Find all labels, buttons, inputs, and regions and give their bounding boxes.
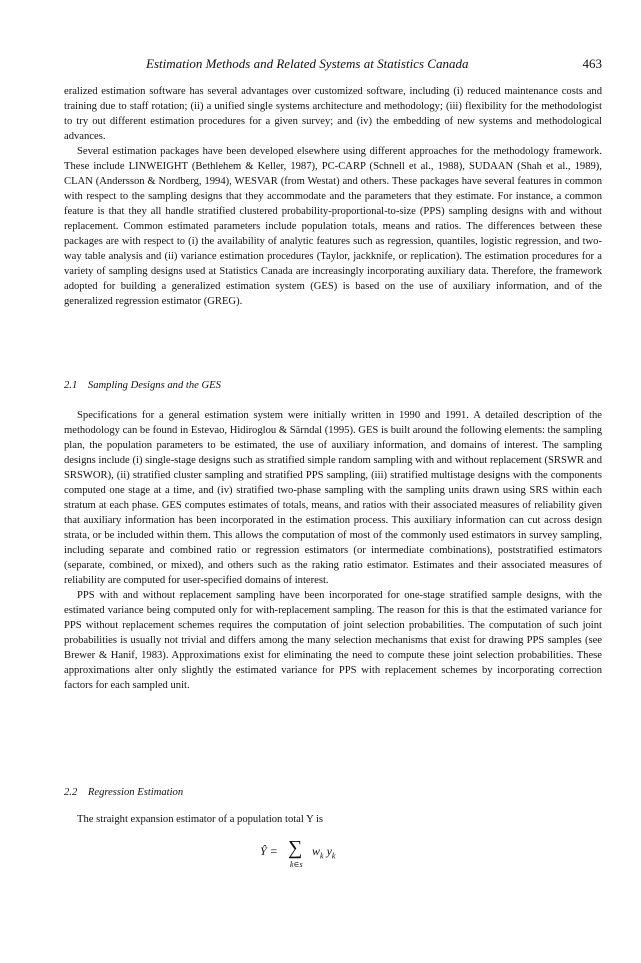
running-head	[64, 56, 602, 72]
paragraph-specifications: Specifications for a general estimation system were initially written in 1990 and 1991. A detailed description of the methodology can be found in Estevao, Hidiroglou & Särndal (1995). GES is built around the following elements: the sampling plan, the population parameters to be estimated, the use of auxiliary information, and domains of interest. The sampling designs include (i) single-stage designs such as stratified simple random sampling with and without replacement (SRSWR and SRSWOR), (ii) stratified cluster sampling and stratified PPS sampling, (iii) stratified multistage designs with the components computed one stage at a time, and (iv) stratified two-phase sampling with the sampling units drawn using SRS within each stratum at each phase. GES computes estimates of totals, means, and ratios with their associated measures of reliability given that auxiliary information has been incorporated in the estimation process. This auxiliary information can cut across design strata, or be included within them. This allows the computation of most of the commonly used estimators in survey sampling, including separate and combined ratio or regression estimators (or intermediate combinations), poststratified estimators (separate, combined, or mixed), and others such as the raking ratio estimator. Estimates and their associated measures of reliability are computed for user-specified domains of interest.	[64, 410, 602, 586]
paragraph-continued: eralized estimation software has several advantages over customized software, including (i) reduced maintenance costs and training due to staff rotation; (ii) a unified single systems architecture and methodology; (iii) flexibility for the methodologist to try out different estimation procedures for a given survey; and (iv) the embedding of new systems and methodological advances.	[64, 86, 602, 142]
paragraph-expansion-estimator: The straight expansion estimator of a population total Y is	[77, 814, 324, 825]
weight-symbol: w	[312, 844, 321, 858]
summation-index: k∈s	[290, 860, 303, 869]
section-title: Sampling Designs and the GES	[87, 380, 221, 391]
value-subscript: k	[331, 851, 336, 861]
section-heading-2-2	[64, 787, 183, 798]
section-title: Regression Estimation	[87, 787, 184, 798]
weight-subscript: k	[320, 851, 324, 861]
section-heading-2-1	[64, 380, 221, 391]
page-number: 463	[582, 56, 602, 71]
paragraph-pps: PPS with and without replacement sampling have been incorporated for one-stage stratified sample designs, with the estimated variance being computed only for with-replacement sampling. The reason for this is that the estimated variance for PPS without replacement schemes requires the computation of joint selection probabilities. The computation of such joint probabilities is usually not trivial and differs among the many selection mechanisms that exist for drawing PPS samples (see Brewer & Hanif, 1983). Approximations exist for eliminating the need to compute these joint selection probabilities. These approximations alter only slightly the estimated variance for PPS with replacement schemes by incorporating correction factors for each sampled unit.	[64, 590, 602, 691]
section-2-1-body	[64, 408, 602, 693]
section-number: 2.1	[64, 380, 78, 391]
running-title: Estimation Methods and Related Systems at Statistics Canada	[146, 56, 469, 71]
equation-rhs	[312, 844, 335, 860]
paragraph-estimation-packages: Several estimation packages have been developed elsewhere using different approaches for the methodology framework. These include LINWEIGHT (Bethlehem & Keller, 1987), PC-CARP (Schnell et al., 1988), SUDAAN (Shah et al., 1989), CLAN (Andersson & Nordberg, 1994), WESVAR (from Westat) and others. These packages have several features in common with respect to the sampling designs that they accommodate and the parameters that they estimate. For instance, a common feature is that they all handle stratified clustered probability-proportional-to-size (PPS) sampling designs with and without replacement. Common estimated parameters include population totals, means and ratios. The differences between these packages are with respect to (i) the availability of analytic features such as regression, quantiles, logistic regression, and two-way table analysis and (ii) variance estimation procedures (Taylor, jackknife, or replication). The estimation procedures for a variety of sampling designs used at Statistics Canada are increasingly incorporating auxiliary data. Therefore, the framework adopted for building a generalized estimation system (GES) is based on the use of auxiliary information, and of the generalized regression estimator (GREG).	[64, 146, 602, 307]
summation-symbol: ∑	[288, 837, 303, 859]
section-number: 2.2	[64, 787, 78, 798]
equation-lhs: Ŷ =	[260, 844, 278, 858]
section-2-2-body	[64, 812, 602, 827]
intro-text	[64, 84, 602, 309]
equation-expansion-estimator	[64, 838, 602, 872]
value-symbol: y	[326, 844, 332, 858]
